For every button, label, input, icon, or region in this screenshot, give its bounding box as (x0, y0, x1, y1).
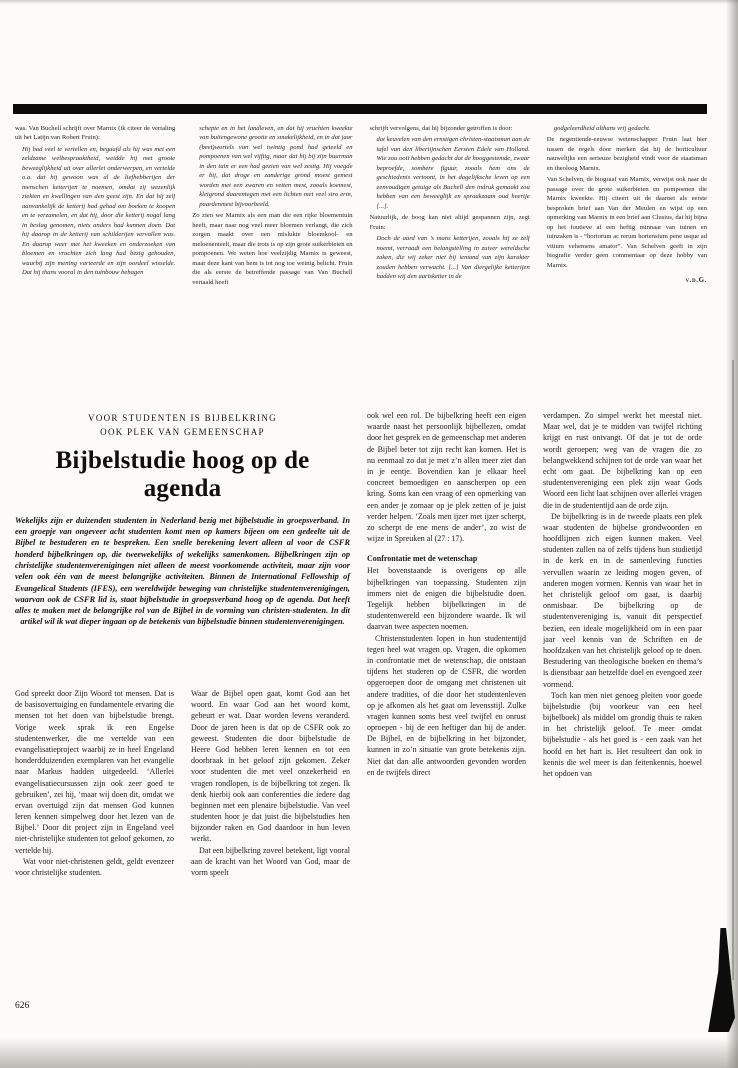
paragraph: verdampen. Zo simpel werkt het meestal niet. Maar wel, dat je te midden van twijfel richting krijgt en rust ontvangt. Of dat je tot de orde wordt geroepen; weg van de vragen die zo belangwekkend schijnen tot de orde van waar het echt om gaat. De bijbelkring kan op een studentenvereniging een plek zijn waar Gods Woord een licht laat schijnen over allerlei vragen die in de studententijd aan de orde zijn. (543, 411, 702, 510)
top-article-column-3 (370, 124, 530, 402)
top-article-column-2 (192, 124, 352, 402)
quoted-passage: godgeleerdheid althans vrij gedacht. (553, 125, 651, 132)
quoted-passage: Hij had veel te vertellen en, begaafd als hij was met een zeldzame welbespraaktheid, weidde hij met groote beweeglijkheid uit over allerlei onderwerpen, en vertelde o.a. dat hij gewoon was al de liefhebberijen der menschen ketterijen te noemen, omdat zij wezenlijk ziekten en kwellingen van den geest zijn. En dat hij zelf aanvankelijk de ketterij had gehad om boeken te koopen en te verzamelen, en dat hij, door die ketterij nogal lang in beslag genomen, niets anders had kunnen doen. Dat hij daarop in de ketterij van schilderijen vervallen was. En daarop weer met het kweeken en onderzoeken van bloemen en vruchten zich lang had bezig gehouden, waarbij zijn mening varieerde en zijn oordeel wisselde. Dat hij thans vooral in den tuinbouw behagen (22, 145, 176, 277)
paragraph: De bijbelkring is in de tweede plaats een plek waar studenten de bijbelse grondwoorden en hoofdlijnen zich eigen kunnen maken. Veel studenten zullen na of zelfs tijdens hun studietijd in de kerk en in de samenleving functies vervullen waarin ze leiding mogen geven, of anderen mogen vormen. Kennis van waar het in het christelijk geloof om gaat, is daarbij onmisbaar. De bijbelkring op de studentenvereniging is, vanuit dit perspectief bezien, een ideale mogelijkheid om in een paar jaar veel kennis van de Schriften en de hoofdzaken van het christelijk geloof op te doen. Bestudering van theologische boeken en thema’s is dienstbaar aan hetzelfde doel en evengoed zeer vormend. (543, 511, 702, 689)
section-divider-bar (13, 104, 707, 114)
paragraph: Van Schelven, de biograaf van Marnix, verwijst ook naar de passage over de grote suikerbieten en pompoenen die Marnix kweekte. Hij citeert uit de daarnet als eerste besproken brief aan Van der Meulen en wijst op een opmerking van Marnix in een brief aan Clusius, dat hij bijna op het foutieve af een heftig minnaar van tuinen en tuinzaken is - “hortorum ac rerum hortensium pene usque ad vitium vehemens amator”. Van Schelven geeft in zijn biografie verder geen commentaar op deze hobby van Marnix. (546, 176, 707, 269)
scan-edge-bottom (0, 1038, 738, 1068)
paragraph: Christenstudenten lopen in hun studententijd tegen heel wat vragen op. Vragen, die opkomen in confrontatie met de wetenschap, die ontstaan tijdens het studeren op de CSFR, die worden opgeroepen door de omgang met christenen uit andere tradities, of die door het studentenleven op je afkomen als het gaat om levensstijl. Zulke vragen kunnen soms best veel twijfel en onrust oproepen - bij de een heftiger dan bij de ander. De Bijbel, en de bijbelkring in het bijzonder, kunnen in zo’n situatie van grote betekenis zijn. Niet dat dan alle antwoorden gevonden worden en de twijfels direct (367, 633, 526, 777)
kicker-line-2: OOK PLEK VAN GEMEENSCHAP (100, 426, 265, 437)
page-number: 626 (15, 1001, 30, 1011)
paragraph: De negentiende-eeuwse wetenschapper Fruin laat hier tussen de regels door merken dat hij de horticultuur nauwelijks een serieuze bezigheid vindt voor de staatsman en theoloog Marnix. (546, 136, 707, 172)
feature-article-header (15, 412, 350, 628)
feature-body-column-1 (15, 688, 174, 994)
quoted-passage: schepte en in het landleven, en dat hij vruchten kweekte van buitengewone grootte en smakelijkheid, en in dat jaar (beet)wortels van wel twintig pond had geteeld en pompoenen van wel vijftig, maar dat hij bij zijn buurman in den tuin er een had gezien van wel zestig. Hij voegde er bij, dat droge en zanderige grond moest gemest worden met een zwaren en vetten mest, zooals koemest, kleigrond daarentegen met een lichten met veel stro erin, paardenmest bijvoorbeeld. (199, 125, 353, 208)
article-title: Bijbelstudie hoog op de agenda (55, 446, 310, 502)
quoted-passage: dat keuvelen van den ernstigen christen-staatsman aan de tafel van den libertijnschen Eersten Edele van Holland. Wie zou ooit hebben gedacht dat de hooggestemde, zwaar beproefde, sombere figuur, zooals hem ons de geschiedenis vertoont, in het dagelijksche leven op een eenvoudigen getuige als Buchell den indruk gemaakt zou hebben van een beweeglijk en spraakzaam oud heertje [...]. (376, 136, 530, 210)
feature-body-column-3 (367, 410, 526, 1004)
paragraph: God spreekt door Zijn Woord tot mensen. Dat is de basisovertuiging en fundamentele ervaring die mensen tot het doen van bijbelstudie brengt. Vorige week sprak ik een Engelse studentenwerker, die me vertelde van een evangelisatieproject waarbij ze in heel Engeland honderdduizenden exemplaren van het evangelie naar Markus hadden uitgedeeld. ‘Allerlei evangelisatiecursussen zijn ook zeer goed te gebruiken’, zei hij, ‘maar wij doen dit, omdat we ervan overtuigd zijn dat mensen God kunnen leren kennen simpelweg door het lezen van de Bijbel.’ Door dit project zijn in Engeland veel niet-christelijke studenten tot geloof gekomen, zo vertelde hij. (15, 689, 174, 855)
top-article (15, 124, 707, 402)
paragraph: Wat voor niet-christenen geldt, geldt evenzeer voor christelijke studenten. (15, 856, 174, 877)
feature-body-column-4 (543, 410, 702, 1004)
paragraph: Het bovenstaande is overigens op alle bijbelkringen van toepassing. Studenten zijn immers niet de enigen die bijbelstudie doen. Tegelijk hebben bijbelkringen in de studentenwereld een bijzondere waarde. Ik wil daarvan twee aspecten noemen. (367, 566, 526, 632)
top-article-column-4 (547, 124, 707, 402)
paragraph: Waar de Bijbel open gaat, komt God aan het woord. En waar God aan het woord komt, gebeurt er wat. Daar worden levens veranderd. Door de jaren heen is dat op de CSFR ook zo geweest. Studenten die door bijbelstudie de Heere God hebben leren kennen en tot een doorbraak in het geloof zijn gekomen. Zeker voor studenten die met veel onzekerheid en vragen rondlopen, is de bijbelkring tot zegen. Ik denk hierbij ook aan conferenties die iedere dag beginnen met een plenaire bijbelstudie. Van veel studenten hoor je dat juist die bijbelstudies hen bijzonder raken en God daardoor in hun leven werkt. (191, 689, 350, 844)
article-intro: Wekelijks zijn er duizenden studenten in Nederland bezig met bijbelstudie in groepsverband. In een groepje van ongeveer acht studenten komt men op kamers bijeen om een gedeelte uit de Bijbel te bestuderen en te bespreken. Een snelle berekening levert alleen al voor de CSFR honderd bijbelkringen op, die tweewekelijks of wekelijks samenkomen. Bijbelkringen zijn op christelijke studentenverenigingen niet alleen de meest voorkomende activiteit, maar zijn voor velen ook één van de meest belangrijke activiteiten. Binnen de International Fellowship of Evangelical Students (IFES), een wereldwijde beweging van christelijke studentenverenigingen, waarvan ook de CSFR lid is, staat bijbelstudie in groepsverband hoog op de agenda. Dat heeft alles te maken met de belangrijke rol van de Bijbel in de vorming van christen-studenten. In dit artikel wil ik wat dieper ingaan op de betekenis van bijbelstudie binnen studentenverenigingen. (15, 515, 350, 627)
scan-edge-line (732, 360, 734, 980)
paragraph: Natuurlijk, de boog kan niet altijd gespannen zijn, zegt Fruin: (369, 214, 530, 231)
paragraph: Zo zien we Marnix als een man die een rijke bloementuin heeft, maar naar nog veel meer bloemen verlangt, die zich zorgen maakt over een mislukte bloemkool- en meloenenteelt, maar die trots is op zijn grote suikerbieten en pompoenen. We weten hoe veelzijdig Marnix is geweest, maar deze kant van hem is tot nog toe weinig belicht. Fruin die als eerste de betreffende passage van Van Buchell vertaald heeft (192, 212, 353, 286)
subheading-confrontatie: Confrontatie met de wetenschap (367, 554, 478, 564)
paragraph: Dat een bijbelkring zoveel betekent, ligt vooral aan de kracht van het Woord van God, maar de vorm speelt (191, 845, 350, 877)
quoted-passage: Doch de aard van ’s mans ketterijen, zooals hij ze zelf noemt, verraadt een belangstelling in zuiver wereldsche zaken, die wij zeker niet bij iemand van zijn karakter zouden hebben verwacht. [...] Van diergelijke ketterijen hadden wij den aartsketter in de (376, 235, 530, 281)
feature-body-column-2 (191, 688, 350, 1004)
scan-edge-top (0, 0, 738, 4)
paragraph: ook wel een rol. De bijbelkring heeft een eigen waarde naast het persoonlijk bijbellezen, omdat door het gesprek en de gemeenschap met anderen de Bijbel beter tot zijn recht kan komen. Het is nu eenmaal zo dat je met z’n allen meer ziet dan in je eentje. Bovendien kan je elkaar heel concreet bemoedigen en aanscherpen op een kring. Soms kan een vraag of een opmerking van een ander je zomaar op je plek zetten of je juist verder helpen. ‘Zoals men ijzer met ijzer scherpt, zo scherpt de ene mens de ander’, zo wist de wijze in Spreuken al (27 : 17). (367, 411, 526, 544)
paragraph: was. Van Buchell schrijft over Marnix (ik citeer de vertaling uit het Latijn van Robert Fruin): (15, 125, 176, 142)
paragraph: schrijft vervolgens, dat hij bijzonder getroffen is door: (369, 125, 513, 132)
kicker (15, 412, 350, 440)
top-article-column-1 (15, 124, 175, 402)
paragraph: Toch kan men niet genoeg pleiten voor goede bijbelstudie (bij voorkeur van een heel bijbelboek) als middel om grondig thuis te raken in het christelijk geloof. Te meer omdat bijbelstudie - als het goed is - een zaak van het hoofd en het hart is. Het resulteert dan ook in kennis die wel meer is dan feitenkennis, hoewel het opdoen van (543, 690, 702, 778)
author-initials: v.d.G. (685, 276, 707, 285)
kicker-line-1: VOOR STUDENTEN IS BIJBELKRING (88, 413, 277, 423)
